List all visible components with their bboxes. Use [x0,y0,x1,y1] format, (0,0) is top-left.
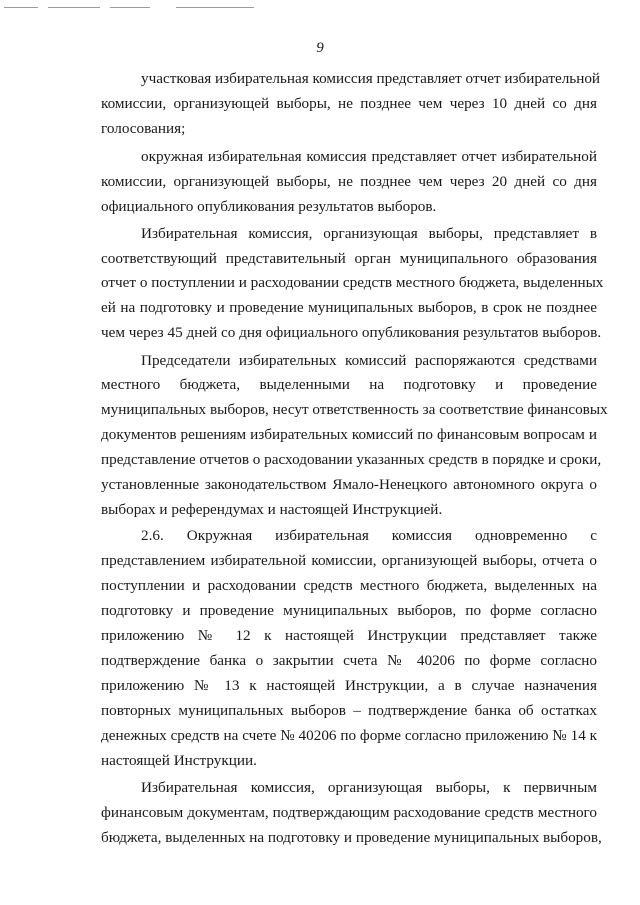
text-line: подтверждение банка о закрытии счета № 40206 по форме согласно [101,652,597,669]
text-line: настоящей Инструкции. [101,752,257,769]
text-line: представлением избирательной комиссии, организующей выборы, отчета о [101,552,597,569]
text-line: официального опубликования результатов выборов. [101,198,437,215]
text-line: документов решениям избирательных комиссий по финансовым вопросам и [101,426,597,443]
text-line: подготовку и проведение муниципальных выборов, по форме согласно [101,602,597,619]
text-line: Избирательная комиссия, организующая выборы, к первичным [141,779,597,796]
text-line: окружная избирательная комиссия представляет отчет избирательной [141,148,597,165]
text-line: представление отчетов о расходовании указанных средств в порядке и сроки, [101,451,602,468]
text-line: местного бюджета, выделенными на подготовку и проведение [101,376,597,393]
text-line: муниципальных выборов, несут ответственность за соответствие финансовых [101,401,608,418]
scan-artifact [4,7,38,8]
text-line: поступлении и расходовании средств местного бюджета, выделенных на [101,577,597,594]
text-line: приложению № 12 к настоящей Инструкции представляет также [101,627,597,644]
text-line: участковая избирательная комиссия представляет отчет избирательной [141,70,601,87]
text-line: повторных муниципальных выборов – подтверждение банка об остатках [101,702,597,719]
page-number: 9 [316,40,324,56]
text-line: чем через 45 дней со дня официального опубликования результатов выборов. [101,324,602,341]
scan-artifact [176,7,254,8]
scan-artifact [48,7,100,8]
text-line: Председатели избирательных комиссий распоряжаются средствами [141,352,597,369]
text-line: денежных средств на счете № 40206 по форме согласно приложению № 14 к [101,727,597,744]
text-line: голосования; [101,120,186,137]
text-line: отчет о поступлении и расходовании средств местного бюджета, выделенных [101,274,604,291]
text-line: комиссии, организующей выборы, не позднее чем через 20 дней со дня [101,173,597,190]
text-line: финансовым документам, подтверждающим расходование средств местного [101,804,597,821]
scan-artifact [110,7,150,8]
text-line: Избирательная комиссия, организующая выборы, представляет в [141,225,597,242]
text-line: ей на подготовку и проведение муниципальных выборов, в срок не позднее [101,299,597,316]
text-line: выборах и референдумах и настоящей Инструкцией. [101,501,443,518]
text-line: приложению № 13 к настоящей Инструкции, а в случае назначения [101,677,597,694]
text-line: 2.6. Окружная избирательная комиссия одновременно с [141,527,597,544]
text-line: бюджета, выделенных на подготовку и проведение муниципальных выборов, [101,829,602,846]
text-line: установленные законодательством Ямало-Ненецкого автономного округа о [101,476,597,493]
text-line: комиссии, организующей выборы, не позднее чем через 10 дней со дня [101,95,597,112]
text-line: соответствующий представительный орган муниципального образования [101,250,597,267]
